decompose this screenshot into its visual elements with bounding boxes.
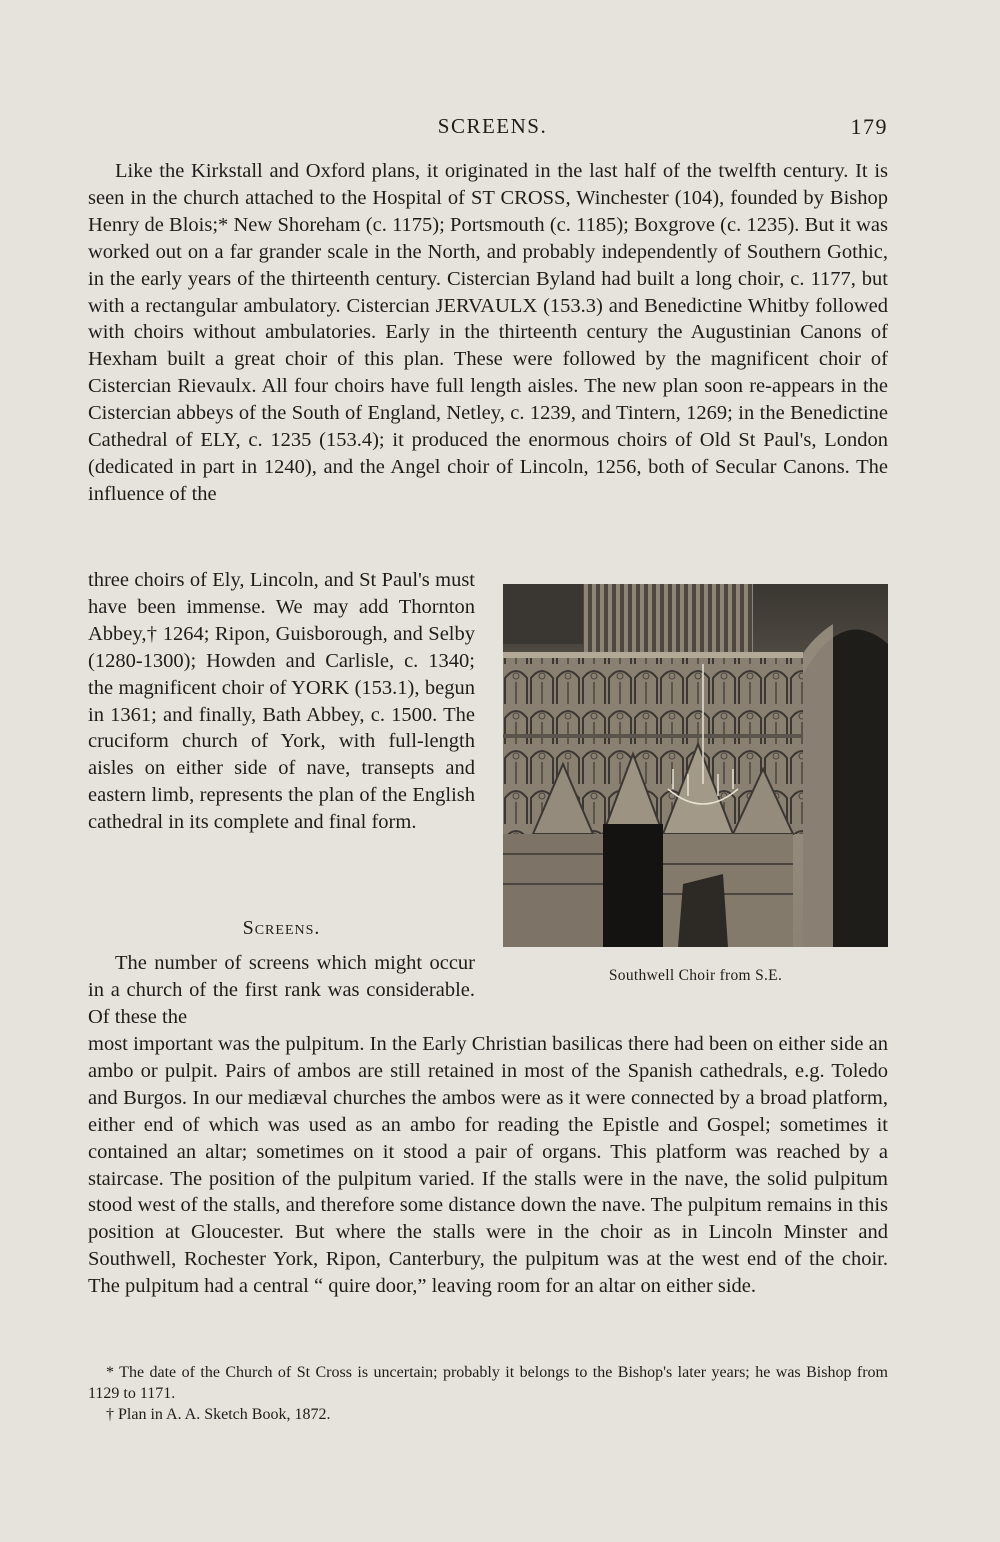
running-title: SCREENS. <box>437 114 548 138</box>
figure-caption: Southwell Choir from S.E. <box>608 967 783 984</box>
footnotes <box>88 1362 888 1425</box>
paragraph-pulpitum: most important was the pulpitum. In the Early Christian basilicas there had been on either side an ambo or pulpit. Pairs of ambos are still retained in most of the Spanish cathedrals, e.g. Toledo and Burgos. In our mediæval churches the ambos were as it were connected by a broad platform, either end of which was used as an ambo for reading the Epistle and Gospel; sometimes it contained an altar; sometimes on it stood a pair of organs. This platform was reached by a staircase. The position of the pulpitum varied. If the stalls were in the nave, the solid pulpitum stood west of the stalls, and therefore some distance down the nave. The pulpitum remains in this position at Gloucester. But where the stalls were in the choir as in Lincoln Minster and Southwell, Rochester York, Ripon, Canterbury, the pulpitum was at the west end of the choir. The pulpitum had a central “ quire door,” leaving room for an altar on either side. <box>88 1033 888 1298</box>
body-paragraph-screens <box>88 1031 888 1300</box>
footnote-st-cross: * The date of the Church of St Cross is uncertain; probably it belongs to the Bishop's later years; he was Bishop from 1129 to 1171. <box>88 1364 888 1402</box>
choir-screen-photo-illustration <box>503 584 888 947</box>
page-number: 179 <box>850 114 888 139</box>
running-head <box>0 114 1000 144</box>
quire-door-shape <box>603 824 663 947</box>
footnote-thornton: † Plan in A. A. Sketch Book, 1872. <box>106 1406 331 1423</box>
body-paragraph-top <box>88 158 888 508</box>
paragraph-kirkstall: Like the Kirkstall and Oxford plans, it originated in the last half of the twelfth century. It is seen in the church attached to the Hospital of ST CROSS, Winchester (104), founded by Bishop Henry de Blois;* New Shoreham (c. 1175); Portsmouth (c. 1185); Boxgrove (c. 1235). But it was worked out on a far grander scale in the North, and probably independently of Southern Gothic, in the early years of the thirteenth century. Cistercian Byland had built a long choir, c. 1177, but with a rectangular ambulatory. Cistercian JERVAULX (153.3) and Benedictine Whitby followed with choirs without ambulatories. Early in the thirteenth century the Augustinian Canons of Hexham built a great choir of this plan. These were followed by the magnificent choir of Cistercian Rievaulx. All four choirs have full length aisles. The new plan soon re-appears in the Cistercian abbeys of the South of England, Netley, c. 1239, and Tintern, 1269; in the Benedictine Cathedral of ELY, c. 1235 (153.4); it produced the enormous choirs of Old St Paul's, London (dedicated in part in 1240), and the Angel choir of Lincoln, 1256, both of Secular Canons. The influence of the <box>88 160 888 505</box>
paragraph-screens-start: The number of screens which might occur in a church of the first rank was considerable. Of these the <box>88 952 475 1028</box>
paragraph-choirs: three choirs of Ely, Lincoln, and St Paul's must have been immense. We may add Thornton Abbey,† 1264; Ripon, Guisborough, and Selby (1280-1300); Howden and Carlisle, c. 1340; the magnificent choir of YORK (153.1), begun in 1361; and finally, Bath Abbey, c. 1500. The cruciform church of York, with full-length aisles on either side of nave, transepts and eastern limb, represents the plan of the English cathedral in its complete and final form. <box>88 569 475 834</box>
photo-southwell-choir <box>503 584 888 947</box>
body-paragraph-left <box>88 567 475 836</box>
organ-pipes-shape <box>583 584 753 654</box>
section-heading-screens: Screens. <box>242 917 321 939</box>
body-paragraph-screens-start <box>88 950 475 1031</box>
